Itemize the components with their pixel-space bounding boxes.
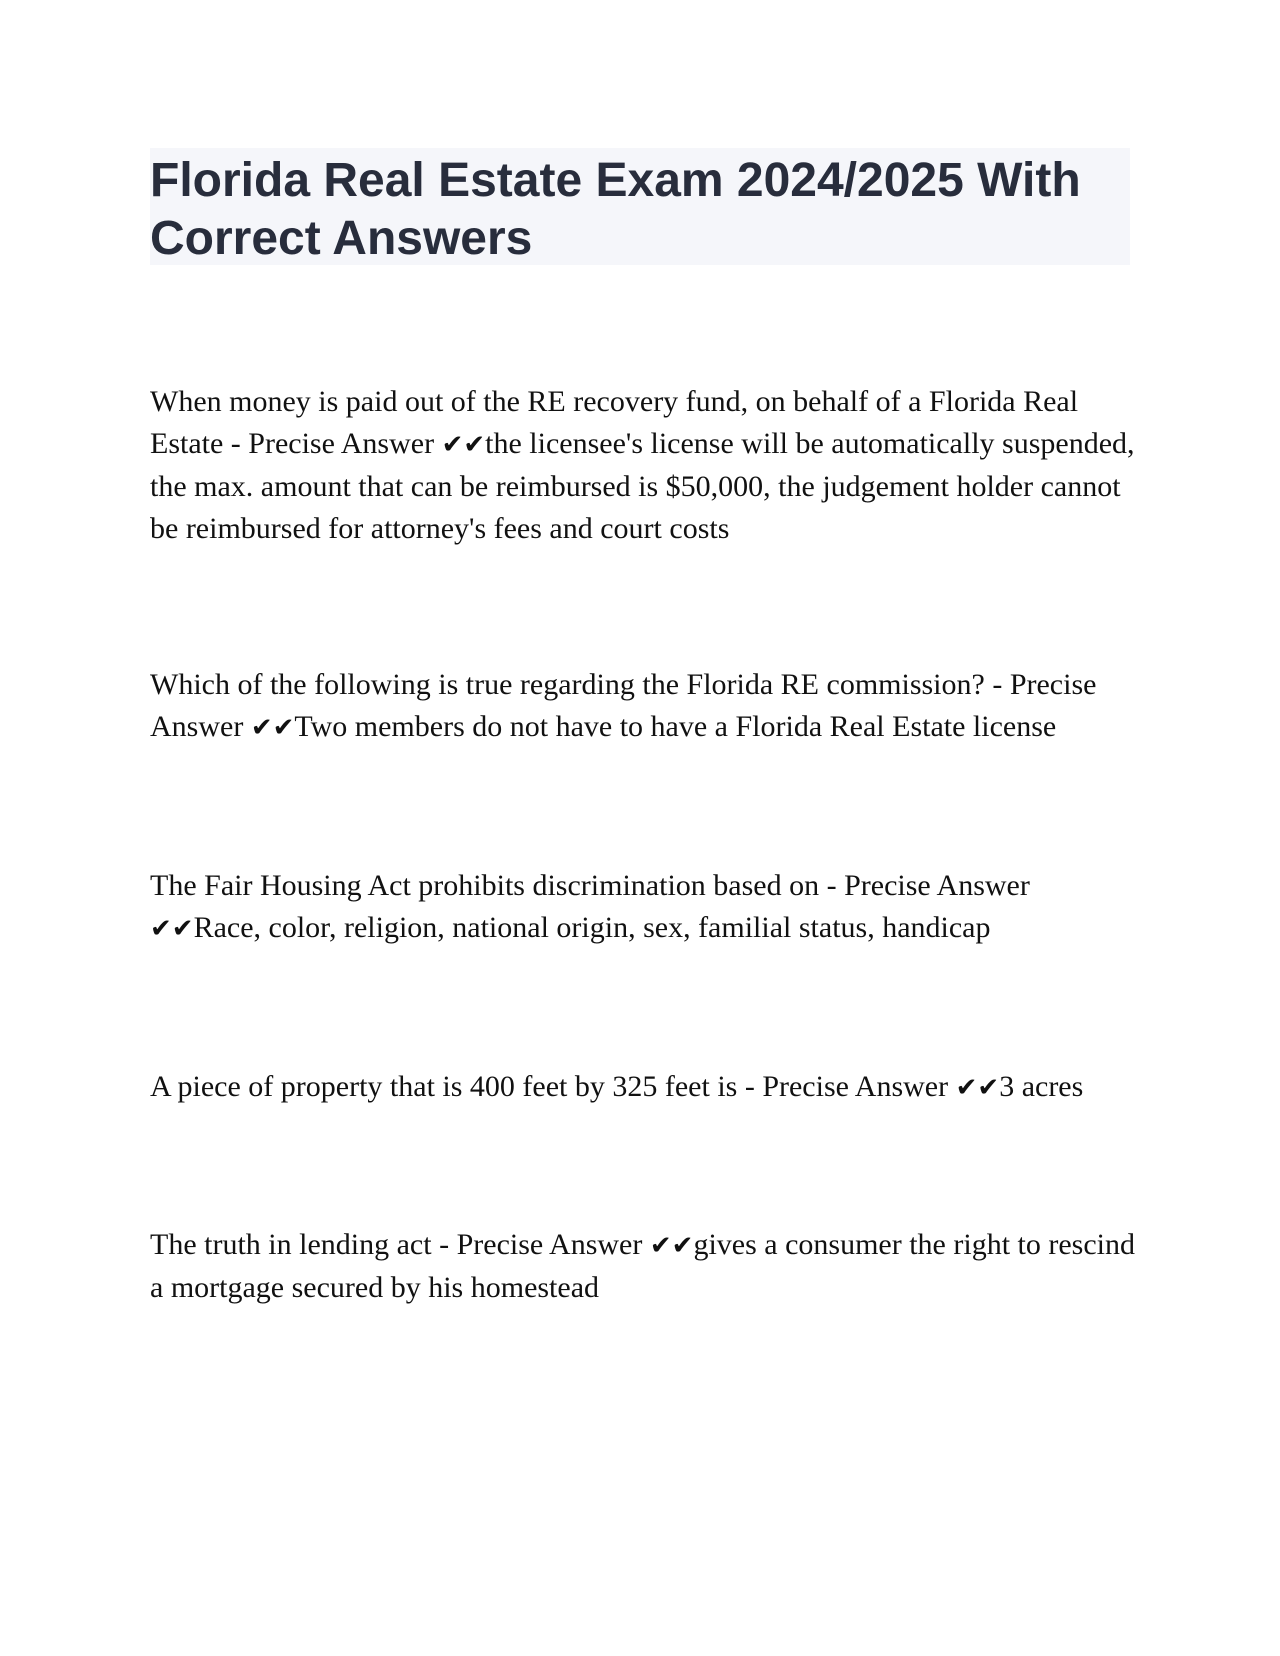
answer-text: Race, color, religion, national origin, sex, familial status, handicap xyxy=(193,911,991,944)
answer-text: 3 acres xyxy=(999,1070,1084,1103)
qa-item xyxy=(150,1066,1135,1109)
double-check-icon: ✔✔ xyxy=(150,914,194,944)
double-check-icon: ✔✔ xyxy=(250,713,295,743)
question-text: Which of the following is true regarding the Florida RE commission? - Precise Answer xyxy=(150,668,1097,743)
double-check-icon: ✔✔ xyxy=(649,1231,694,1261)
answer-text: gives a consumer the right to rescind a mortgage secured by his homestead xyxy=(150,1228,1136,1304)
question-text: A piece of property that is 400 feet by 325 feet is - Precise Answer xyxy=(150,1070,956,1103)
answer-text: the licensee's license will be automatically suspended, the max. amount that can be reimbursed is $50,000, the judgement holder cannot be reimbursed for attorney's fees and court costs xyxy=(150,427,1135,545)
double-check-icon: ✔✔ xyxy=(441,430,486,460)
question-text: The truth in lending act - Precise Answer xyxy=(150,1228,650,1261)
qa-item xyxy=(150,381,1135,550)
title-block xyxy=(150,148,1130,265)
double-check-icon: ✔✔ xyxy=(955,1073,1000,1103)
question-text: When money is paid out of the RE recovery fund, on behalf of a Florida Real Estate - Precise Answer xyxy=(150,385,1079,460)
answer-text: Two members do not have to have a Florida Real Estate license xyxy=(294,710,1057,743)
document-title: Florida Real Estate Exam 2024/2025 With Correct Answers xyxy=(150,154,1081,265)
qa-item xyxy=(150,1224,1135,1309)
qa-item xyxy=(150,865,1135,950)
qa-item xyxy=(150,664,1135,749)
question-text: The Fair Housing Act prohibits discrimination based on - Precise Answer xyxy=(150,869,1030,902)
